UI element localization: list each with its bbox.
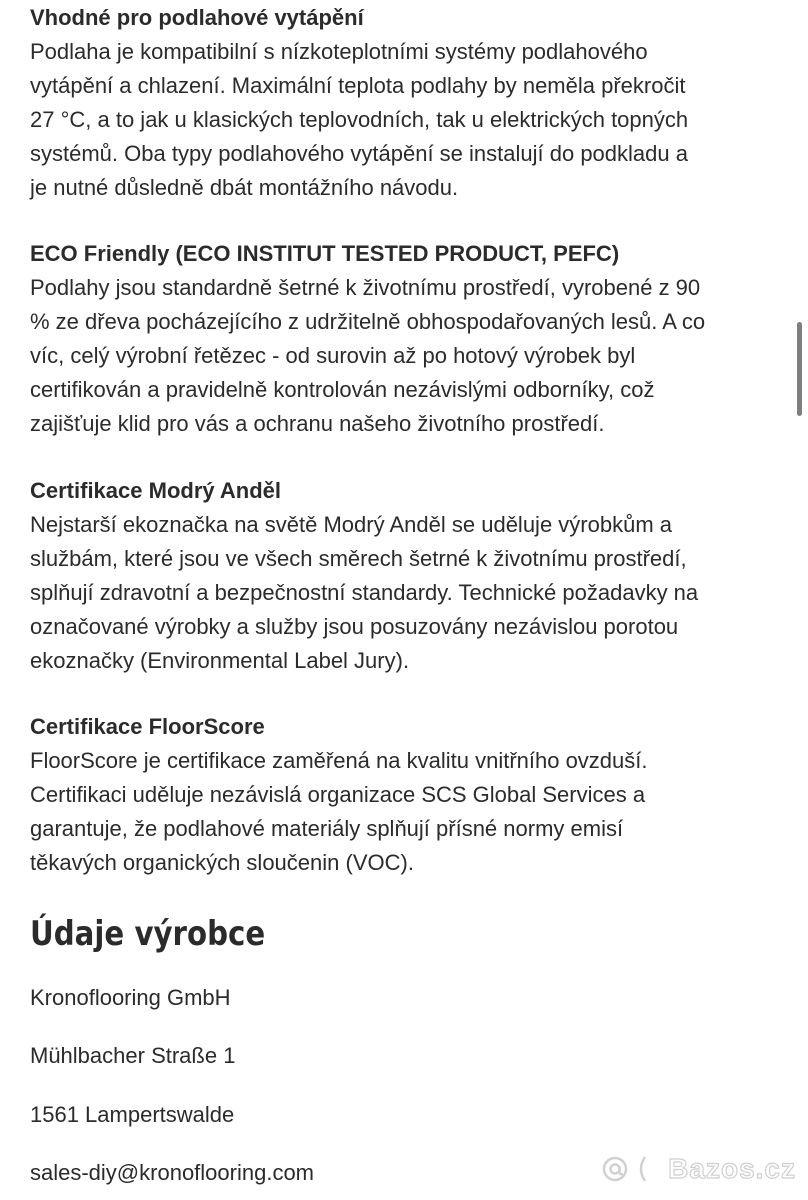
manufacturer-heading: Údaje výrobce bbox=[30, 914, 266, 954]
manufacturer-email[interactable]: sales-diy@kronoflooring.com bbox=[30, 1160, 315, 1185]
section-text-line: Podlahy jsou standardně šetrné k životnímu prostředí, vyrobené z 90 bbox=[30, 275, 701, 300]
manufacturer-city: 1561 Lampertswalde bbox=[30, 1102, 235, 1127]
section-text-line: ekoznačky (Environmental Label Jury). bbox=[30, 648, 410, 673]
section-text-line: systémů. Oba typy podlahového vytápění se instalují do podkladu a bbox=[30, 141, 688, 166]
section-text-line: splňují zdravotní a bezpečnostní standardy. Technické požadavky na bbox=[30, 580, 699, 605]
manufacturer-company: Kronoflooring GmbH bbox=[30, 985, 231, 1010]
section-floor-heating bbox=[30, 1, 688, 205]
section-text-line: certifikován a pravidelně kontrolován nezávislými odborníky, což bbox=[30, 377, 655, 402]
watermark-text: Bazos.cz bbox=[668, 1153, 796, 1184]
bracket-icon bbox=[634, 1154, 664, 1184]
section-title: ECO Friendly (ECO INSTITUT TESTED PRODUCT, PEFC) bbox=[30, 241, 620, 266]
section-text-line: označované výrobky a služby jsou posuzovány nezávislou porotou bbox=[30, 614, 679, 639]
section-text-line: garantuje, že podlahové materiály splňují přísné normy emisí bbox=[30, 816, 624, 841]
manufacturer-street: Mühlbacher Straße 1 bbox=[30, 1043, 236, 1068]
bazos-logo-icon bbox=[600, 1154, 630, 1184]
section-text-line: víc, celý výrobní řetězec - od surovin až po hotový výrobek byl bbox=[30, 343, 636, 368]
section-text-line: Podlaha je kompatibilní s nízkoteplotními systémy podlahového bbox=[30, 39, 648, 64]
section-text-line: vytápění a chlazení. Maximální teplota podlahy by neměla překročit bbox=[30, 73, 686, 98]
section-text-line: těkavých organických sloučenin (VOC). bbox=[30, 850, 414, 875]
section-text-line: % ze dřeva pocházejícího z udržitelně obhospodařovaných lesů. A co bbox=[30, 309, 706, 334]
section-text-line: FloorScore je certifikace zaměřená na kvalitu vnitřního ovzduší. bbox=[30, 748, 648, 773]
section-floorscore bbox=[30, 710, 648, 880]
section-text-line: Certifikaci uděluje nezávislá organizace SCS Global Services a bbox=[30, 782, 646, 807]
section-text-line: 27 °C, a to jak u klasických teplovodních, tak u elektrických topných bbox=[30, 107, 689, 132]
section-text-line: je nutné důsledně dbát montážního návodu. bbox=[30, 175, 459, 200]
section-text-line: službám, které jsou ve všech směrech šetrné k životnímu prostředí, bbox=[30, 546, 687, 571]
section-title: Certifikace FloorScore bbox=[30, 714, 265, 739]
scrollbar-thumb[interactable] bbox=[797, 322, 802, 416]
section-text-line: zajišťuje klid pro vás a ochranu našeho životního prostředí. bbox=[30, 411, 605, 436]
section-eco-friendly bbox=[30, 237, 705, 441]
section-text-line: Nejstarší ekoznačka na světě Modrý Anděl se uděluje výrobkům a bbox=[30, 512, 672, 537]
section-blue-angel bbox=[30, 474, 698, 678]
section-title: Vhodné pro podlahové vytápění bbox=[30, 5, 364, 30]
section-title: Certifikace Modrý Anděl bbox=[30, 478, 282, 503]
watermark bbox=[600, 1152, 796, 1186]
